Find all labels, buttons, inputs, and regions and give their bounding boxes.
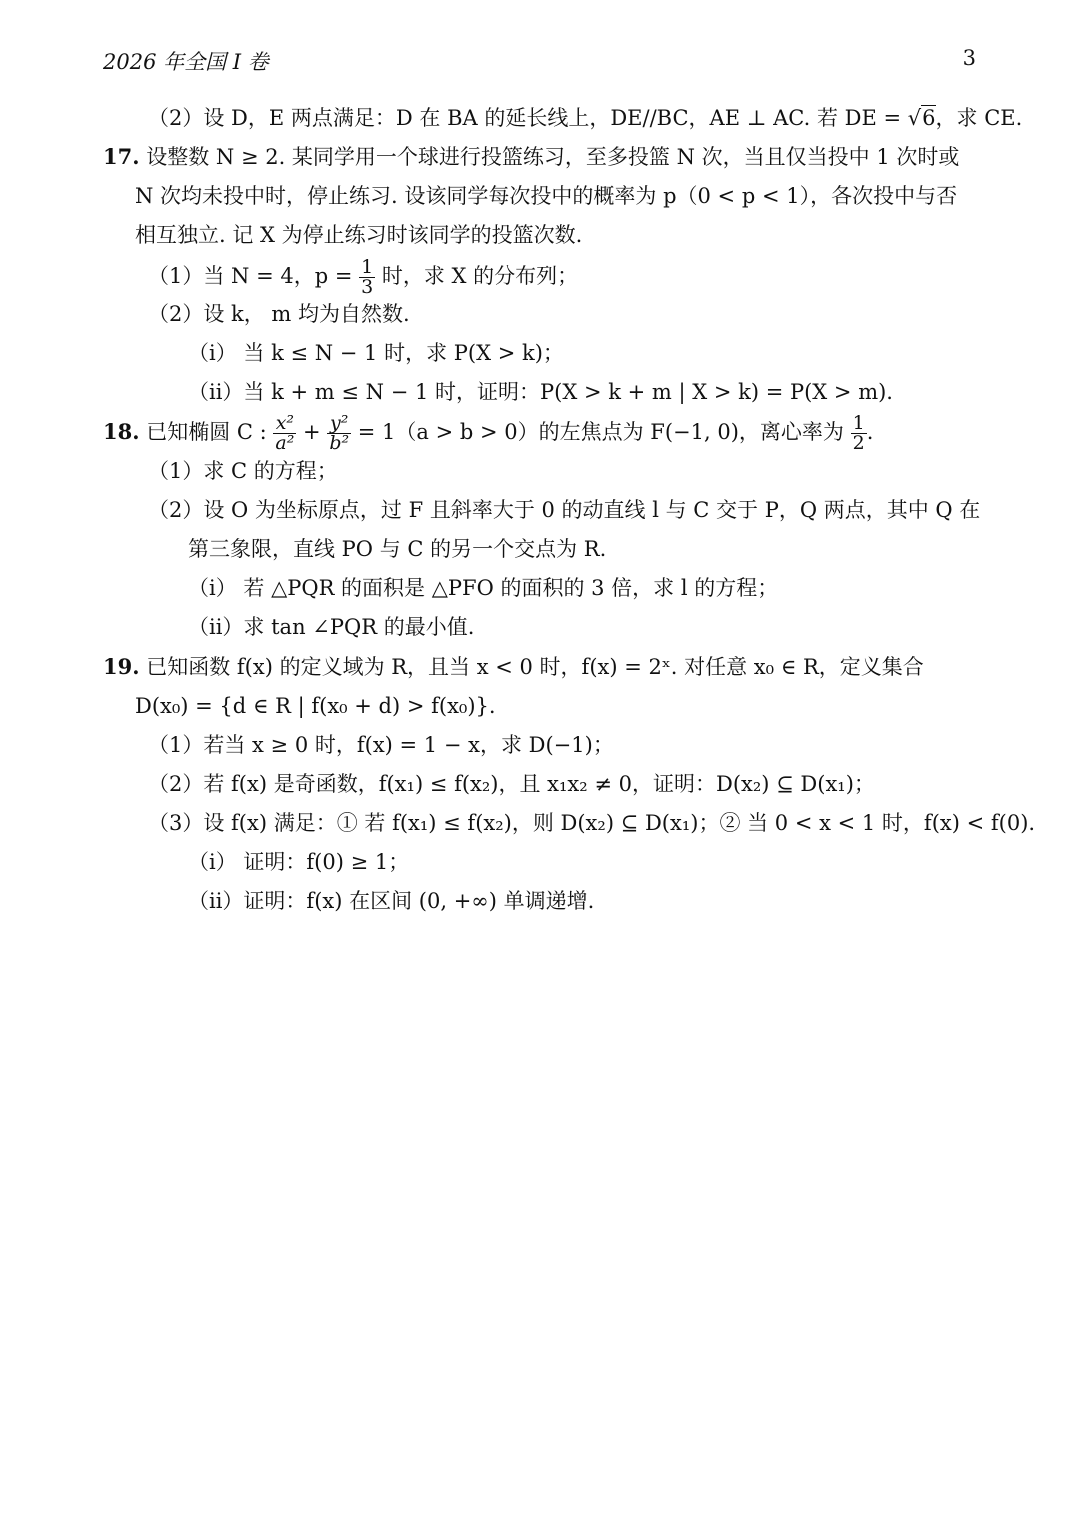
q18-intro-mid: = 1（a > b > 0）的左焦点为 F(−1, 0)，离心率为 <box>351 420 851 444</box>
q19-line1 <box>103 652 924 682</box>
q18-intro <box>103 414 873 453</box>
q19-part2: （2）若 f(x) 是奇函数，f(x₁) ≤ f(x₂)，且 x₁x₂ ≠ 0，证明：D(x₂) ⊆ D(x₁)； <box>148 772 875 796</box>
q19-line2: D(x₀) = {d ∈ R | f(x₀ + d) > f(x₀)}. <box>135 694 496 718</box>
q19-line1-text: 已知函数 f(x) 的定义域为 R，且当 x < 0 时，f(x) = 2ˣ. 对任意 x₀ ∈ R，定义集合 <box>139 655 924 679</box>
q17-part2: （2）设 k， m 均为自然数. <box>148 302 410 326</box>
fraction-denominator: 3 <box>361 276 374 298</box>
q17-line1 <box>103 142 959 172</box>
q18-intro-tail: . <box>866 420 874 444</box>
fraction-denominator: 2 <box>852 432 865 454</box>
fraction-denominator: b² <box>329 432 350 454</box>
fraction-one-half <box>851 414 867 453</box>
q16-part2-tail: ，求 CE. <box>935 106 1023 130</box>
q19-part1: （1）若当 x ≥ 0 时，f(x) = 1 − x，求 D(−1)； <box>148 733 614 757</box>
page-number: 3 <box>962 46 976 70</box>
q16-part2-text: （2）设 D，E 两点满足：D 在 BA 的延长线上，DE//BC，AE ⊥ AC. 若 DE = <box>148 106 908 130</box>
q18-number: 18. <box>103 419 140 444</box>
fraction-x2-a2 <box>273 414 296 453</box>
header-title: 2026 年全国 I 卷 <box>103 50 269 74</box>
fraction-y2-b2 <box>327 414 351 453</box>
fraction-numerator: y² <box>327 414 351 434</box>
q18-intro-text: 已知椭圆 C : <box>139 420 274 444</box>
q19-part3-ii: （ii）证明：f(x) 在区间 (0, +∞) 单调递增. <box>188 889 595 913</box>
q17-part1-text: （1）当 N = 4，p = <box>148 264 360 288</box>
q17-part2-i: （i） 当 k ≤ N − 1 时，求 P(X > k)； <box>188 341 564 365</box>
fraction-numerator: 1 <box>361 256 374 278</box>
sqrt-symbol: √6 <box>907 106 936 130</box>
q17-part1 <box>148 258 578 297</box>
fraction-one-third <box>359 258 375 297</box>
q19-part3-i: （i） 证明：f(0) ≥ 1； <box>188 850 410 874</box>
fraction-denominator: a² <box>275 432 295 454</box>
q18-part2-ii: （ii）求 tan ∠PQR 的最小值. <box>188 615 475 639</box>
q17-line1-text: 设整数 N ≥ 2. 某同学用一个球进行投篮练习，至多投篮 N 次，当且仅当投中 1 次时或 <box>139 145 960 169</box>
q18-part2-line2: 第三象限，直线 PO 与 C 的另一个交点为 R. <box>188 537 607 561</box>
q18-part1: （1）求 C 的方程； <box>148 459 338 483</box>
q19-part3: （3）设 f(x) 满足：① 若 f(x₁) ≤ f(x₂)，则 D(x₂) ⊆ D(x₁)；② 当 0 < x < 1 时，f(x) < f(0). <box>148 811 1036 835</box>
q17-part1-tail: 时，求 X 的分布列； <box>375 264 579 288</box>
q19-number: 19. <box>103 654 140 679</box>
q17-line2: N 次均未投中时，停止练习. 设该同学每次投中的概率为 p（0 < p < 1），各次投中与否 <box>135 184 958 208</box>
q17-number: 17. <box>103 144 140 169</box>
q17-part2-ii: （ii）当 k + m ≤ N − 1 时，证明：P(X > k + m | X > k) = P(X > m). <box>188 380 893 404</box>
sqrt-radicand: 6 <box>922 106 936 130</box>
q18-part2-line1: （2）设 O 为坐标原点，过 F 且斜率大于 0 的动直线 l 与 C 交于 P，Q 两点，其中 Q 在 <box>148 498 981 522</box>
q16-part2 <box>148 103 1022 133</box>
fraction-numerator: x² <box>273 414 296 434</box>
q18-part2-i: （i） 若 △PQR 的面积是 △PFO 的面积的 3 倍，求 l 的方程； <box>188 576 779 600</box>
q17-line3: 相互独立. 记 X 为停止练习时该同学的投篮次数. <box>135 223 583 247</box>
fraction-numerator: 1 <box>852 412 865 434</box>
plus-sign: + <box>296 420 328 444</box>
